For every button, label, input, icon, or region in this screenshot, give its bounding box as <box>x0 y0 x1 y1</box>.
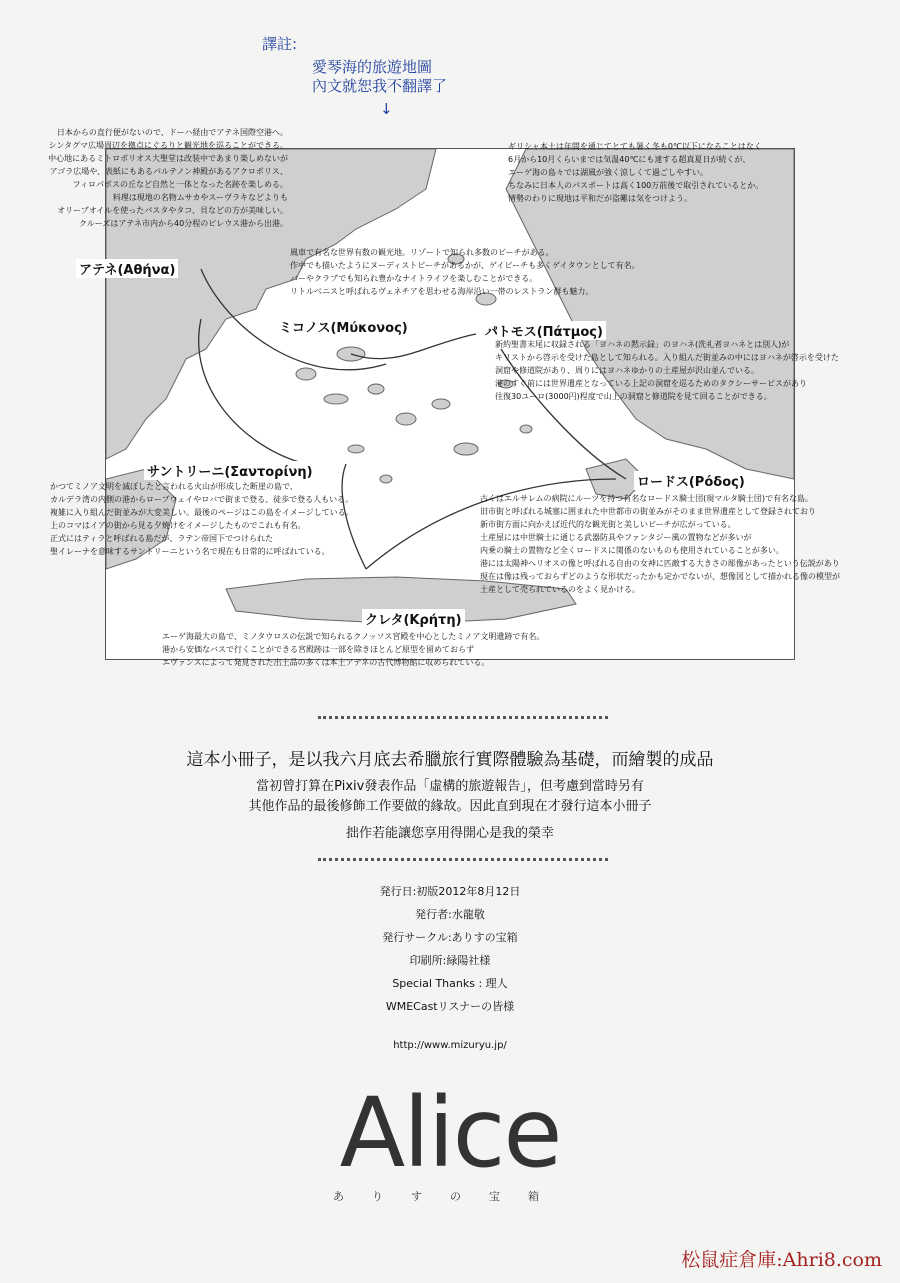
route-line <box>351 334 476 359</box>
afterword-line4: 拙作若能讓您享用得開心是我的榮幸 <box>345 826 554 841</box>
athens-text-line: クルーズはアテネ市内から40分程のピレウス港から出港。 <box>79 219 288 228</box>
place-rhodes: ロードス(Ρόδος) <box>634 471 748 490</box>
island-shape <box>296 368 316 380</box>
athens-text-line: 料理は現地の名物ムサカやスーヴラキなどよりも <box>112 193 288 202</box>
colophon-circle: 発行サークル:ありすの宝箱 <box>382 931 518 944</box>
mykonos-text-line: 風車で有名な世界有数の観光地。リゾートで知られ多数のビーチがある。 <box>290 248 554 257</box>
alice-logo: Alice <box>339 1077 561 1189</box>
athens-text-line: シンタグマ広場周辺を拠点にぐるりと観光地を巡ることができる。 <box>48 141 288 150</box>
dotted-divider <box>318 716 608 719</box>
island-shape <box>520 425 532 433</box>
greece-text-line: 6月から10月くらいまでは気温40℃にも達する超真夏日が続くが、 <box>508 155 751 164</box>
santorini-text-line: カルデラ湾の内側の港からロープウェイやロバで街まで登る、徒歩で登る人もいる。 <box>50 495 354 504</box>
place-patmos: パトモス(Πάτμος) <box>482 321 606 340</box>
rhodes-text-line: 現在は像は残っておらずどのような形状だったかも定かでないが、想像図として描かれる像の模型が <box>480 572 840 581</box>
route-line <box>199 319 306 464</box>
patmos-text-line: 往復30ユーロ(3000円)程度で山上の洞窟と修道院を見て回ることができる。 <box>495 392 772 401</box>
crete-text <box>162 630 544 669</box>
island-shape <box>380 475 392 483</box>
athens-text <box>48 126 288 230</box>
afterword-line1: 這本小冊子，是以我六月底去希臘旅行實際體驗為基礎，而繪製的成品 <box>186 750 714 770</box>
rhodes-text <box>480 492 840 596</box>
island-shape <box>368 384 384 394</box>
rhodes-text-line: 内乗の騎士の置物など全くロードスに関係のないものも使用されていることが多い。 <box>480 546 784 555</box>
greece-text <box>508 140 763 205</box>
watermark: 松鼠症倉庫:Ahri8.com <box>681 1249 882 1271</box>
rhodes-text-line: 新市街方面に向かえば近代的な観光街と美しいビーチが広がっている。 <box>480 520 736 529</box>
colophon <box>0 880 900 1018</box>
website-url: http://www.mizuryu.jp/ <box>393 1040 507 1051</box>
place-athens: アテネ(Αθήνα) <box>76 259 178 278</box>
colophon-publisher: 発行者:水龍敬 <box>415 908 485 921</box>
santorini-text-line: 上のコマはイアの街から見る夕焼けをイメージしたものでこれも有名。 <box>50 521 306 530</box>
place-santorini: サントリーニ(Σαντορίνη) <box>144 461 316 480</box>
patmos-text-line: キリストから啓示を受けた島として知られる。入り組んだ街並みの中にはヨハネが啓示を受けた <box>495 353 839 362</box>
rhodes-text-line: 古くはエルサレムの病院にルーツを持つ有名なロードス騎士団(現マルタ騎士団)で有名な島。 <box>480 494 814 503</box>
island-shape <box>432 399 450 409</box>
rhodes-text-line: 土産として売られているのをよく見かける。 <box>480 585 640 594</box>
alice-logo-subtitle: ありすの宝箱 <box>333 1190 567 1203</box>
greece-text-line: エーゲ海の島々では湖風が強く涼しくて過ごしやすい。 <box>508 168 708 177</box>
colophon-special-thanks: Special Thanks : 理人 <box>392 977 508 990</box>
translator-note-title: 譯註: <box>262 35 298 53</box>
greece-text-line: 情勢のわりに現地は平和だが盗難は気をつけよう。 <box>508 194 692 203</box>
greece-text-line: ちなみに日本人のパスポートは高く100万前後で取引されているとか。 <box>508 181 764 190</box>
rhodes-text-line: 港には太陽神ヘリオスの像と呼ばれる自由の女神に匹敵する大きさの彫像があったという伝説があり <box>480 559 840 568</box>
afterword-line2: 當初曾打算在Pixiv發表作品「虛構的旅遊報告」，但考慮到當時另有 <box>256 779 644 794</box>
rhodes-text-line: 土産屋には中世騎士に通じる武器防具やファンタジー風の置物などが多いが <box>480 533 752 542</box>
crete-text-line: エヴァンスによって発見された出土品の多くは本土アテネの古代博物館に収められている。 <box>162 658 490 667</box>
santorini-text-line: 聖イレーナを意味するサントリーニという名で現在も日常的に呼ばれている。 <box>50 547 330 556</box>
patmos-text-line: 新約聖書末尾に収録される「ヨハネの黙示録」のヨハネ(洗礼者ヨハネとは別人)が <box>495 340 790 349</box>
mykonos-text-line: 作中でも描いたようにヌーディストビーチがあるかが、ゲイビーチも多くゲイタウンとして有名。 <box>290 261 640 270</box>
island-shape <box>324 394 348 404</box>
athens-text-line: オリーブオイルを使ったパスタやタコ、貝などの方が美味しい。 <box>57 206 288 215</box>
colophon-date: 発行日:初版2012年8月12日 <box>379 885 521 898</box>
athens-text-line: 中心地にあるミトロポリオス大聖堂は改装中であまり楽しめないが <box>48 154 288 163</box>
afterword-line3: 其他作品的最後修飾工作要做的緣故。因此直到現在才發行這本小冊子 <box>248 799 652 814</box>
patmos-text-line: 港のすぐ前には世界遺産となっている上記の洞窟を巡るためのタクシーサービスがあり <box>495 379 807 388</box>
crete-text-line: エーゲ海最大の島で、ミノタウロスの伝説で知られるクノッソス宮殿を中心としたミノア文明遺跡で有名。 <box>162 632 545 641</box>
colophon-listeners: WMECastリスナーの皆様 <box>385 1000 515 1013</box>
place-crete: クレタ(Κρήτη) <box>362 609 465 628</box>
dotted-divider <box>318 858 608 861</box>
island-shape <box>396 413 416 425</box>
island-shape <box>348 445 364 453</box>
patmos-text <box>495 338 839 403</box>
translator-note-line2: 內文就恕我不翻譯了 <box>312 77 448 95</box>
santorini-text-line: かつてミノア文明を滅ぼしたと言われる火山が形成した断崖の島で、 <box>50 482 298 491</box>
santorini-text-line: 複雑に入り組んだ街並みが大変美しい。最後のページはこの島をイメージしている。 <box>50 508 354 517</box>
patmos-text-line: 洞窟や修道院があり、周りにはヨハネゆかりの土産屋が沢山並んでいる。 <box>495 366 759 375</box>
translator-note-line1: 愛琴海的旅遊地圖 <box>312 58 433 76</box>
santorini-text-line: 正式にはティラと呼ばれる島だが、ラテン帝国下でつけられた <box>50 534 273 543</box>
mykonos-text-line: バーやクラブでも知られ豊かなナイトライフを楽しむことができる。 <box>290 274 538 283</box>
place-mykonos: ミコノス(Μύκονος) <box>276 317 411 336</box>
crete-text-line: 港から安価なバスで行くことができる宮殿跡は一部を除きほとんど原型を留めておらず <box>162 645 474 654</box>
athens-text-line: アゴラ広場や、表紙にもあるパルテノン神殿があるアクロポリス、 <box>49 167 288 176</box>
rhodes-text-line: 旧市街と呼ばれる城塞に囲まれた中世都市の街並みがそのまま世界遺産として登録されており <box>480 507 816 516</box>
mykonos-text-line: リトルベニスと呼ばれるヴェネチアを思わせる海岸沿い一帯のレストラン群も魅力。 <box>290 287 594 296</box>
santorini-text <box>50 480 354 558</box>
translator-note <box>262 35 447 119</box>
colophon-printer: 印刷所:緑陽社様 <box>409 954 491 967</box>
island-shape <box>454 443 478 455</box>
athens-text-line: フィロパポスの丘など自然と一体となった名跡を楽しめる。 <box>72 180 288 189</box>
athens-text-line: 日本からの直行便がないので、ドーハ経由でアテネ国際空港へ。 <box>56 128 288 137</box>
translator-note-arrow: ↓ <box>380 100 393 118</box>
greece-text-line: ギリシャ本土は年間を通じてとても暑く冬も0℃以下になることはなく <box>508 142 762 151</box>
mykonos-text <box>290 246 640 298</box>
